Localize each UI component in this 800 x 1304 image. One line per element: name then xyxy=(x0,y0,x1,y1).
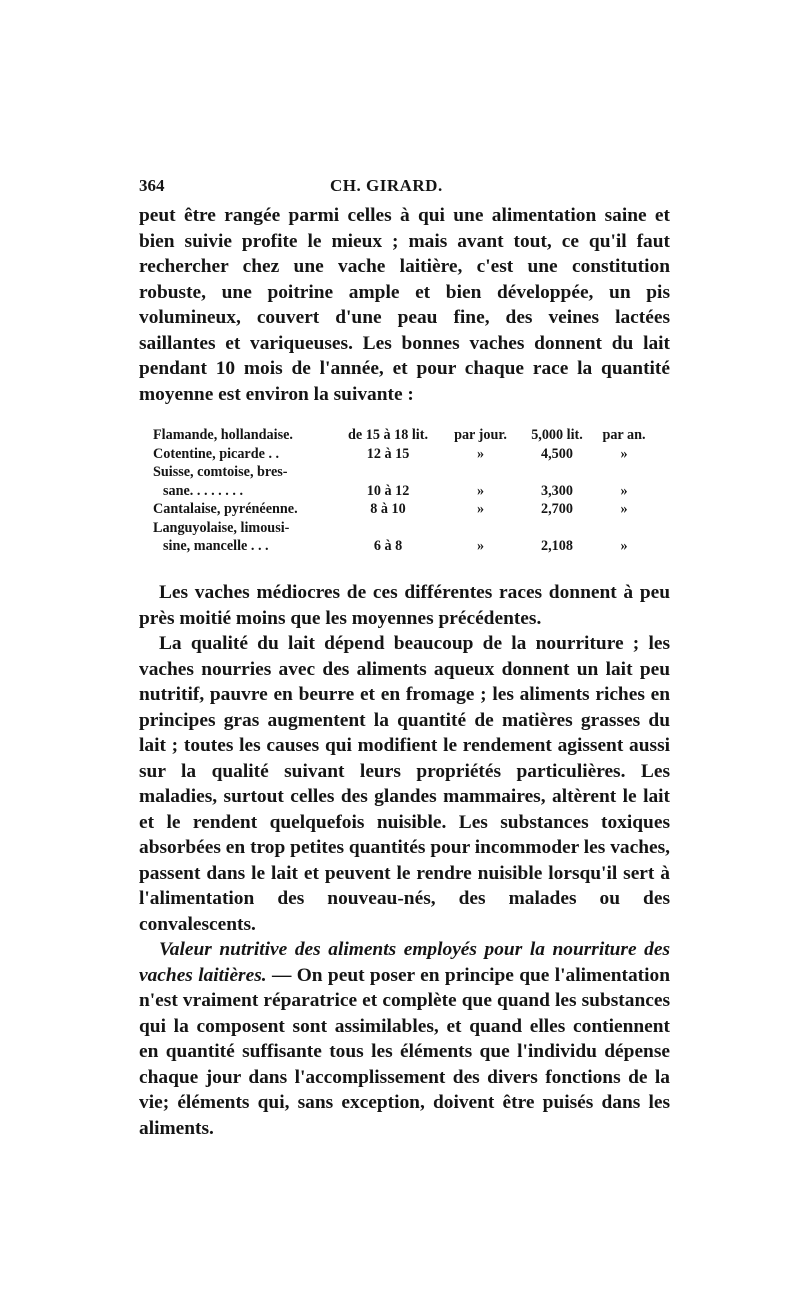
breed-name: Flamande, hollandaise. xyxy=(153,427,293,443)
section-text: — On peut poser en principe que l'alimentation n'est vraiment réparatrice et complète que quand les substances qui la composent sont assimilables, et quand elles contiennent en quantité suffisante tous les éléments que l'individu dépense chaque jour dans l'accomplissement des divers fonctions de la vie; éléments qui, sans exception, doivent être puisés dans les aliments. xyxy=(139,964,671,1139)
yearly-unit-cell: » xyxy=(620,445,628,462)
paragraph-nutritive-value xyxy=(139,937,670,1141)
breed-name-cell xyxy=(153,463,333,500)
running-title: CH. GIRARD. xyxy=(330,176,443,195)
intro-text-block xyxy=(139,203,670,407)
breed-name-cell xyxy=(153,426,333,445)
daily-unit-cell: » xyxy=(476,538,485,554)
daily-unit-cell: » xyxy=(476,482,485,499)
breed-name-cell xyxy=(153,500,333,519)
daily-yield-cell: de 15 à 18 lit. xyxy=(348,427,428,443)
daily-unit-cell: par jour. xyxy=(454,427,507,443)
body-text-block xyxy=(139,580,670,1141)
table-row xyxy=(153,445,652,464)
page-number: 364 xyxy=(139,176,165,195)
table-row xyxy=(153,463,652,500)
breed-name: Cantalaise, pyrénéenne. xyxy=(153,501,298,517)
yearly-unit-cell: » xyxy=(620,501,628,517)
breed-name-cell xyxy=(153,519,333,556)
table-row xyxy=(153,500,652,519)
daily-yield-cell: 6 à 8 xyxy=(373,538,403,554)
yearly-unit-cell: » xyxy=(620,538,628,554)
table-row xyxy=(153,519,652,556)
page-header xyxy=(139,176,670,200)
table-row xyxy=(153,426,652,445)
breed-name: Cotentine, picarde . . xyxy=(153,445,280,462)
daily-yield-cell: 10 à 12 xyxy=(366,482,410,499)
breed-name-cell xyxy=(153,445,333,464)
yearly-yield-cell: 5,000 lit. xyxy=(531,427,583,443)
breed-name: Languyolaise, limousi- xyxy=(153,519,290,536)
milk-yield-table xyxy=(153,426,652,556)
intro-paragraph: peut être rangée parmi celles à qui une alimentation saine et bien suivie profite le mieux ; mais avant tout, ce qu'il faut rechercher chez une vache laitière, c'est une constitution robuste, une poitrine ample et bien développée, un pis volumineux, couvert d'une peau fine, des veines lactées saillantes et variqueuses. Les bonnes vaches donnent du lait pendant 10 mois de l'année, et pour chaque race la quantité moyenne est environ la suivante : xyxy=(139,205,670,405)
yearly-yield-cell: 2,108 xyxy=(541,538,573,554)
yearly-yield-cell: 2,700 xyxy=(541,501,573,517)
daily-unit-cell: » xyxy=(476,501,485,517)
yearly-unit-cell: par an. xyxy=(602,427,646,443)
daily-yield-cell: 12 à 15 xyxy=(366,445,410,462)
section-heading-italic: Valeur nutritive des aliments employés pour la nourriture des vaches laitières. xyxy=(139,939,670,986)
breed-name-continuation: sine, mancelle . . . xyxy=(163,538,269,554)
paragraph-milk-quality: La qualité du lait dépend beaucoup de la nourriture ; les vaches nourries avec des aliments aqueux donnent un lait peu nutritif, pauvre en beurre et en fromage ; les aliments riches en principes gras augmentent la quantité de matières grasses du lait ; toutes les causes qui modifient le rendement agissent aussi sur la qualité suivant leurs propriétés particulières. Les maladies, surtout celles des glandes mammaires, altèrent le lait et le rendent quelquefois nuisible. Les substances toxiques absorbées en trop petites quantités pour incommoder les vaches, passent dans le lait et peuvent le rendre nuisible lorsqu'il sert à l'alimentation des nouveau-nés, des malades ou des convalescents. xyxy=(139,633,670,935)
yearly-unit-cell: » xyxy=(620,482,628,499)
yearly-yield-cell: 3,300 xyxy=(541,482,573,499)
daily-yield-cell: 8 à 10 xyxy=(370,501,406,517)
breed-name: Suisse, comtoise, bres- xyxy=(153,464,288,480)
breed-name-continuation: sane. . . . . . . . xyxy=(163,482,244,499)
yearly-yield-cell: 4,500 xyxy=(541,445,573,462)
paragraph-mediocre-cows: Les vaches médiocres de ces différentes races donnent à peu près moitié moins que les moyennes précédentes. xyxy=(139,582,670,629)
daily-unit-cell: » xyxy=(476,445,485,462)
